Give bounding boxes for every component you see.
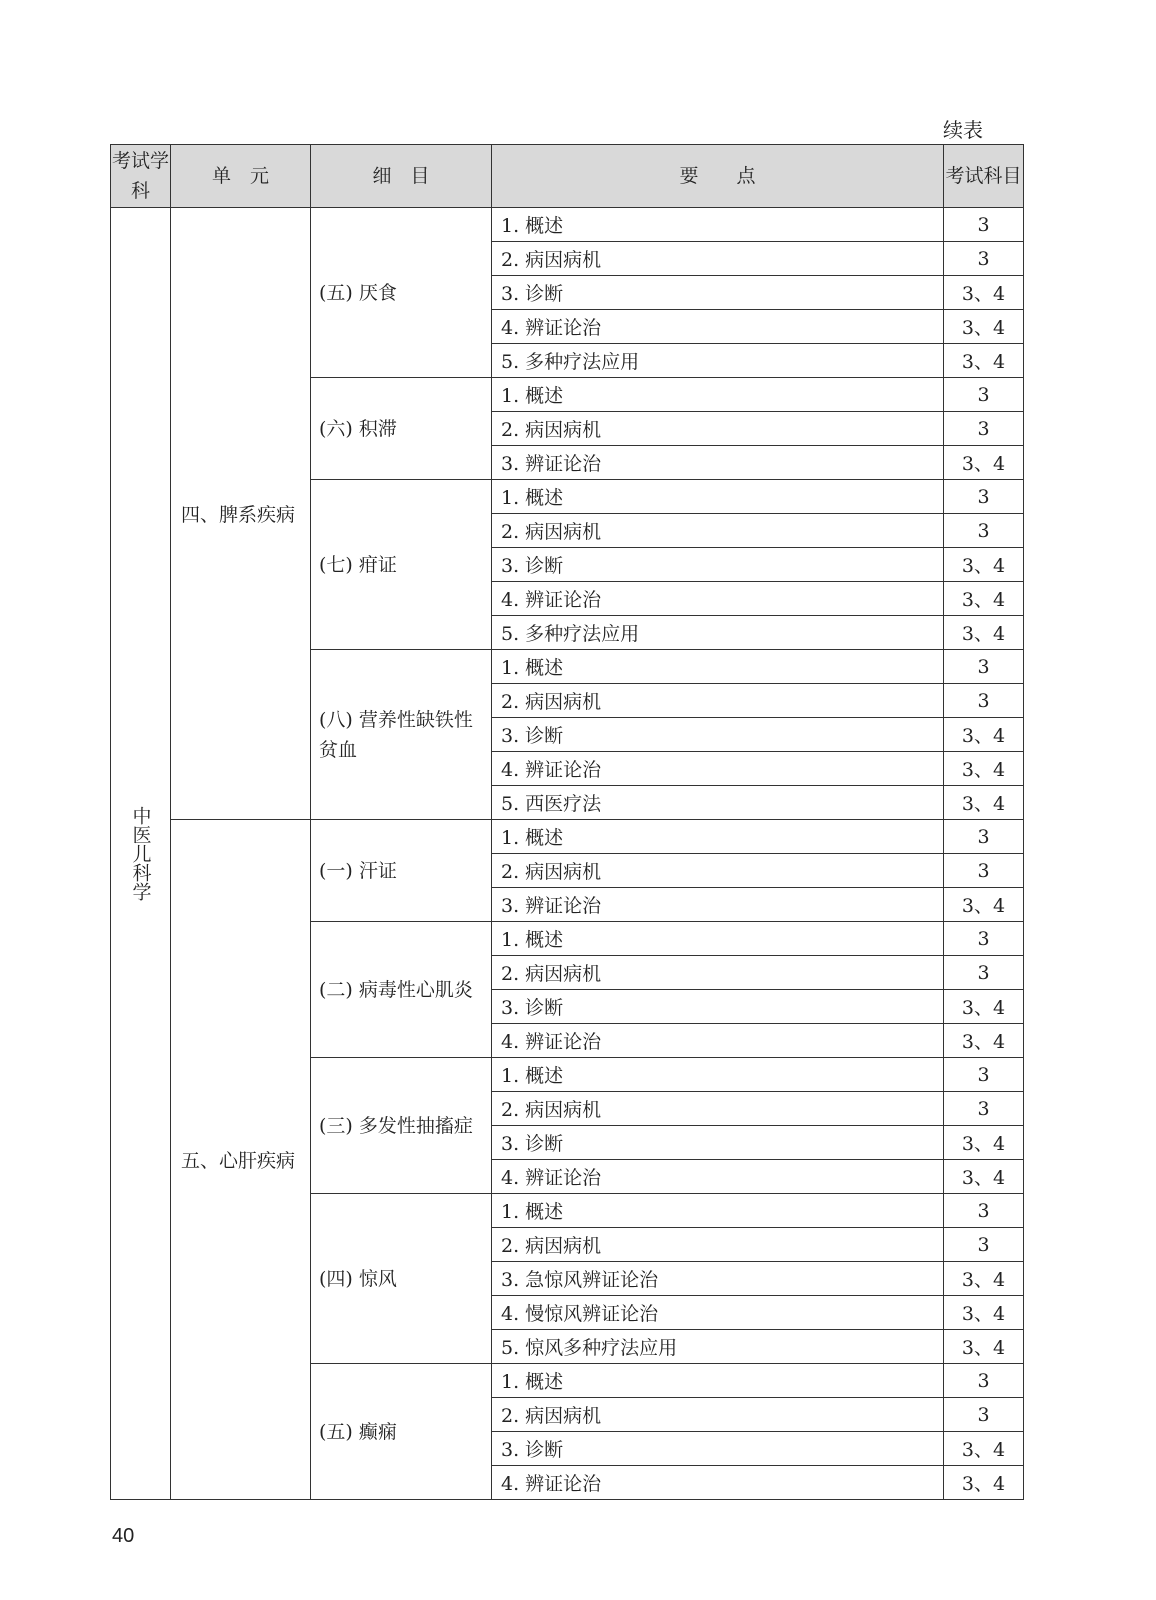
header-unit: 单 元	[171, 145, 311, 208]
unit-cell: 四、脾系疾病	[171, 208, 311, 820]
exam-subject-cell: 3	[944, 1364, 1024, 1398]
point-cell: 3. 诊断	[492, 276, 944, 310]
point-cell: 2. 病因病机	[492, 1092, 944, 1126]
point-cell: 1. 概述	[492, 1364, 944, 1398]
exam-subject-cell: 3、4	[944, 1296, 1024, 1330]
exam-subject-cell: 3	[944, 1194, 1024, 1228]
item-cell: (五) 厌食	[311, 208, 492, 378]
exam-subject-cell: 3	[944, 514, 1024, 548]
exam-subject-cell: 3、4	[944, 446, 1024, 480]
point-cell: 3. 诊断	[492, 718, 944, 752]
point-cell: 1. 概述	[492, 1194, 944, 1228]
exam-subject-cell: 3	[944, 1398, 1024, 1432]
header-exam: 考试科目	[944, 145, 1024, 208]
point-cell: 3. 诊断	[492, 1432, 944, 1466]
exam-subject-cell: 3、4	[944, 752, 1024, 786]
point-cell: 4. 辨证论治	[492, 1160, 944, 1194]
item-cell: (五) 癫痫	[311, 1364, 492, 1500]
exam-subject-cell: 3、4	[944, 582, 1024, 616]
exam-subject-cell: 3	[944, 922, 1024, 956]
point-cell: 3. 急惊风辨证论治	[492, 1262, 944, 1296]
exam-subject-cell: 3	[944, 1058, 1024, 1092]
exam-subject-cell: 3	[944, 854, 1024, 888]
exam-subject-cell: 3、4	[944, 990, 1024, 1024]
exam-subject-cell: 3	[944, 412, 1024, 446]
exam-subject-cell: 3、4	[944, 888, 1024, 922]
exam-subject-cell: 3	[944, 1228, 1024, 1262]
exam-subject-cell: 3、4	[944, 1262, 1024, 1296]
item-cell: (四) 惊风	[311, 1194, 492, 1364]
exam-subject-cell: 3、4	[944, 276, 1024, 310]
exam-subject-cell: 3、4	[944, 1330, 1024, 1364]
point-cell: 2. 病因病机	[492, 684, 944, 718]
point-cell: 5. 西医疗法	[492, 786, 944, 820]
page-number: 40	[112, 1525, 135, 1547]
point-cell: 3. 诊断	[492, 990, 944, 1024]
exam-subject-cell: 3	[944, 956, 1024, 990]
exam-subject-cell: 3、4	[944, 1432, 1024, 1466]
exam-subject-cell: 3、4	[944, 344, 1024, 378]
exam-subject-cell: 3、4	[944, 548, 1024, 582]
point-cell: 2. 病因病机	[492, 412, 944, 446]
header-points: 要 点	[492, 145, 944, 208]
exam-subject-cell: 3	[944, 378, 1024, 412]
point-cell: 3. 诊断	[492, 548, 944, 582]
table-row	[111, 208, 1024, 242]
syllabus-table	[110, 144, 1024, 1500]
item-cell: (一) 汗证	[311, 820, 492, 922]
table-body	[111, 208, 1024, 1500]
point-cell: 5. 多种疗法应用	[492, 616, 944, 650]
item-cell: (三) 多发性抽搐症	[311, 1058, 492, 1194]
exam-subject-cell: 3	[944, 208, 1024, 242]
item-cell: (八) 营养性缺铁性贫血	[311, 650, 492, 820]
exam-subject-cell: 3	[944, 242, 1024, 276]
exam-subject-cell: 3、4	[944, 786, 1024, 820]
point-cell: 4. 辨证论治	[492, 1466, 944, 1500]
point-cell: 3. 辨证论治	[492, 888, 944, 922]
point-cell: 4. 辨证论治	[492, 752, 944, 786]
point-cell: 5. 多种疗法应用	[492, 344, 944, 378]
point-cell: 2. 病因病机	[492, 956, 944, 990]
point-cell: 1. 概述	[492, 922, 944, 956]
point-cell: 1. 概述	[492, 208, 944, 242]
point-cell: 4. 慢惊风辨证论治	[492, 1296, 944, 1330]
exam-subject-cell: 3	[944, 684, 1024, 718]
header-row	[111, 145, 1024, 208]
header-subject: 考试学科	[111, 145, 171, 208]
exam-subject-cell: 3	[944, 820, 1024, 854]
unit-cell: 五、心肝疾病	[171, 820, 311, 1500]
point-cell: 4. 辨证论治	[492, 310, 944, 344]
point-cell: 4. 辨证论治	[492, 582, 944, 616]
exam-subject-cell: 3	[944, 480, 1024, 514]
point-cell: 5. 惊风多种疗法应用	[492, 1330, 944, 1364]
exam-subject-cell: 3、4	[944, 616, 1024, 650]
point-cell: 2. 病因病机	[492, 514, 944, 548]
point-cell: 2. 病因病机	[492, 1398, 944, 1432]
item-cell: (二) 病毒性心肌炎	[311, 922, 492, 1058]
exam-subject-cell: 3、4	[944, 1466, 1024, 1500]
point-cell: 1. 概述	[492, 1058, 944, 1092]
point-cell: 3. 诊断	[492, 1126, 944, 1160]
table-row	[111, 820, 1024, 854]
exam-subject-cell: 3、4	[944, 310, 1024, 344]
exam-subject-cell: 3	[944, 1092, 1024, 1126]
point-cell: 1. 概述	[492, 650, 944, 684]
point-cell: 3. 辨证论治	[492, 446, 944, 480]
point-cell: 1. 概述	[492, 480, 944, 514]
subject-cell: 中医儿科学	[111, 208, 171, 1500]
exam-subject-cell: 3、4	[944, 1160, 1024, 1194]
continuation-label: 续表	[943, 118, 983, 142]
point-cell: 1. 概述	[492, 378, 944, 412]
exam-subject-cell: 3、4	[944, 1024, 1024, 1058]
item-cell: (七) 疳证	[311, 480, 492, 650]
point-cell: 1. 概述	[492, 820, 944, 854]
exam-subject-cell: 3	[944, 650, 1024, 684]
point-cell: 2. 病因病机	[492, 854, 944, 888]
item-cell: (六) 积滞	[311, 378, 492, 480]
point-cell: 4. 辨证论治	[492, 1024, 944, 1058]
exam-subject-cell: 3、4	[944, 718, 1024, 752]
header-item: 细 目	[311, 145, 492, 208]
exam-subject-cell: 3、4	[944, 1126, 1024, 1160]
point-cell: 2. 病因病机	[492, 242, 944, 276]
point-cell: 2. 病因病机	[492, 1228, 944, 1262]
